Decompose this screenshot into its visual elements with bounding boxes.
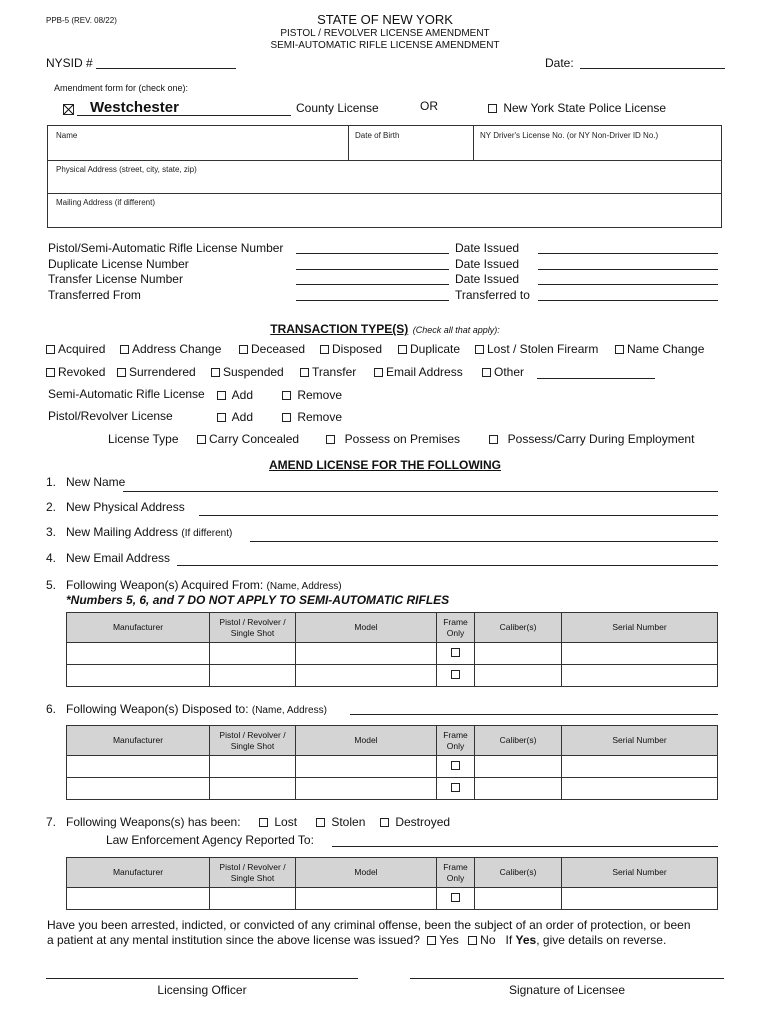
weapons-status-label: Following Weapons(s) has been: [66, 815, 241, 829]
divider [47, 160, 722, 161]
divider [47, 193, 722, 194]
status-destroyed[interactable] [380, 815, 450, 829]
checkbox[interactable] [282, 413, 291, 422]
cell[interactable] [296, 643, 437, 665]
if-label: If [505, 933, 513, 947]
note: (Name, Address) [251, 705, 327, 716]
table-header-row [67, 858, 718, 888]
checkbox[interactable] [316, 818, 325, 827]
state-police-checkbox[interactable] [488, 104, 497, 113]
item-4-num: 4. [46, 551, 57, 565]
frame-only-checkbox[interactable] [451, 670, 460, 679]
checkbox[interactable] [482, 368, 491, 377]
date-issued-field[interactable] [538, 269, 718, 270]
col-type: Pistol / Revolver / Single Shot [210, 726, 296, 756]
frame-only-cell [437, 888, 475, 910]
disposed-weapons-table [66, 725, 718, 800]
checkbox[interactable] [320, 345, 329, 354]
license-type-label: License Type [108, 432, 179, 446]
county-value: Westchester [90, 99, 179, 116]
date-issued-label: Date Issued [455, 272, 520, 286]
label: Lost [274, 815, 298, 829]
option-duplicate[interactable] [398, 342, 460, 356]
checkbox[interactable] [197, 435, 206, 444]
cell[interactable] [562, 888, 718, 910]
applicant-box [47, 125, 722, 228]
lost-weapons-table [66, 857, 718, 910]
option-revoked[interactable] [46, 365, 105, 379]
note: (If different) [181, 528, 233, 539]
option-transfer[interactable] [300, 365, 356, 379]
checkbox[interactable] [300, 368, 309, 377]
option-address-change[interactable] [120, 342, 221, 356]
transferred-to-label: Transferred to [455, 288, 530, 302]
name-field[interactable]: Name [56, 131, 78, 140]
checkbox[interactable] [374, 368, 383, 377]
question-text: a patient at any mental institution since the above license was issued? [47, 933, 420, 947]
checkbox[interactable] [380, 818, 389, 827]
question-line-1: Have you been arrested, indicted, or convicted of any criminal offense, been the subject of an order of protection, or been [47, 918, 691, 932]
county-field-line [77, 115, 291, 116]
cell[interactable] [475, 643, 562, 665]
col-caliber: Caliber(s) [475, 613, 562, 643]
frame-only-cell [437, 756, 475, 778]
col-manufacturer: Manufacturer [67, 858, 210, 888]
checkbox[interactable] [282, 391, 291, 400]
checkbox[interactable] [326, 435, 335, 444]
disposed-to-field[interactable] [350, 714, 718, 715]
duplicate-license-label: Duplicate License Number [48, 257, 189, 271]
acquired-weapons-table [66, 612, 718, 687]
cell[interactable] [562, 665, 718, 687]
label: Following Weapon(s) Acquired From: [66, 578, 264, 592]
frame-only-checkbox[interactable] [451, 761, 460, 770]
semi-auto-remove[interactable] [282, 388, 342, 402]
frame-only-checkbox[interactable] [451, 648, 460, 657]
cell[interactable] [210, 888, 296, 910]
form-id: PPB-5 (REV. 08/22) [46, 16, 117, 25]
label: Possess on Premises [344, 432, 461, 446]
checkbox[interactable] [259, 818, 268, 827]
county-license-label: County License [296, 101, 379, 115]
label: Suspended [223, 365, 284, 379]
label: Other [494, 365, 525, 379]
label: Name Change [627, 342, 705, 356]
cell[interactable] [296, 888, 437, 910]
checkbox[interactable] [117, 368, 126, 377]
other-field[interactable] [537, 378, 655, 379]
option-other[interactable] [482, 365, 524, 379]
option-deceased[interactable] [239, 342, 305, 356]
checkbox[interactable] [217, 391, 226, 400]
new-email-field[interactable] [177, 565, 718, 566]
label: Revoked [58, 365, 106, 379]
item-7-num: 7. [46, 815, 57, 829]
col-serial: Serial Number [562, 613, 718, 643]
new-name-label: New Name [66, 475, 126, 489]
col-manufacturer: Manufacturer [67, 726, 210, 756]
option-lost-stolen[interactable] [475, 342, 598, 356]
col-model: Model [296, 726, 437, 756]
label: Duplicate [410, 342, 461, 356]
label: Lost / Stolen Firearm [487, 342, 599, 356]
cell[interactable] [210, 643, 296, 665]
cell[interactable] [475, 756, 562, 778]
label: Following Weapon(s) Disposed to: [66, 702, 249, 716]
date-issued-field[interactable] [538, 284, 718, 285]
label: Address Change [132, 342, 222, 356]
option-email-address[interactable] [374, 365, 463, 379]
date-issued-label: Date Issued [455, 257, 520, 271]
col-serial: Serial Number [562, 726, 718, 756]
item-2-num: 2. [46, 500, 57, 514]
frame-only-checkbox[interactable] [451, 893, 460, 902]
cell[interactable] [475, 665, 562, 687]
or-label: OR [420, 99, 438, 113]
state-police-option[interactable] [488, 101, 666, 115]
table-row [67, 778, 718, 800]
cell[interactable] [67, 643, 210, 665]
transferred-from-label: Transferred From [48, 288, 141, 302]
col-caliber: Caliber(s) [475, 726, 562, 756]
no-checkbox[interactable] [468, 936, 477, 945]
note: (Name, Address) [266, 581, 342, 592]
table-row [67, 643, 718, 665]
frame-only-checkbox[interactable] [451, 783, 460, 792]
checkbox[interactable] [239, 345, 248, 354]
pistol-remove[interactable] [282, 410, 342, 424]
transferred-from-field[interactable] [296, 300, 449, 301]
amend-section-title: AMEND LICENSE FOR THE FOLLOWING [269, 458, 501, 472]
date-issued-field[interactable] [538, 253, 718, 254]
semi-auto-warning: *Numbers 5, 6, and 7 DO NOT APPLY TO SEMI-AUTOMATIC RIFLES [66, 593, 450, 607]
date-field[interactable] [580, 68, 725, 69]
table-row [67, 756, 718, 778]
pistol-add[interactable] [217, 410, 253, 424]
label: Remove [297, 388, 343, 402]
option-name-change[interactable] [615, 342, 704, 356]
option-disposed[interactable] [320, 342, 382, 356]
table-header-row [67, 726, 718, 756]
state-title: STATE OF NEW YORK [317, 12, 453, 27]
table-row [67, 888, 718, 910]
label: New Mailing Address [66, 525, 179, 539]
col-frame-only: Frame Only [437, 613, 475, 643]
checkbox[interactable] [398, 345, 407, 354]
checkbox[interactable] [475, 345, 484, 354]
table-header-row [67, 613, 718, 643]
transfer-license-label: Transfer License Number [48, 272, 183, 286]
option-surrendered[interactable] [117, 365, 196, 379]
cell[interactable] [562, 756, 718, 778]
new-physical-address-field[interactable] [199, 515, 718, 516]
cell[interactable] [475, 888, 562, 910]
no-label: No [480, 933, 496, 947]
item-3-num: 3. [46, 525, 57, 539]
license-no-field[interactable]: NY Driver's License No. (or NY Non-Driver ID No.) [480, 131, 659, 140]
pistol-license-label: Pistol/Revolver License [48, 409, 173, 423]
status-lost[interactable] [259, 815, 297, 829]
new-mailing-address-field[interactable] [250, 541, 718, 542]
physical-address-field[interactable]: Physical Address (street, city, state, zip) [56, 165, 197, 174]
yes-label: Yes [439, 933, 459, 947]
cell[interactable] [67, 756, 210, 778]
label: Deceased [251, 342, 306, 356]
cell[interactable] [67, 665, 210, 687]
col-type: Pistol / Revolver / Single Shot [210, 613, 296, 643]
date-label: Date: [545, 56, 574, 70]
cell[interactable] [296, 756, 437, 778]
cell[interactable] [475, 778, 562, 800]
license-number-label: Pistol/Semi-Automatic Rifle License Number [48, 241, 284, 255]
county-checkbox[interactable] [63, 104, 74, 115]
col-type: Pistol / Revolver / Single Shot [210, 858, 296, 888]
option-suspended[interactable] [211, 365, 284, 379]
frame-only-cell [437, 643, 475, 665]
frame-only-cell [437, 665, 475, 687]
transaction-title: TRANSACTION TYPE(S) [270, 322, 409, 336]
new-physical-address-label: New Physical Address [66, 500, 185, 514]
label: Carry Concealed [209, 432, 300, 446]
cell[interactable] [296, 665, 437, 687]
divider [473, 125, 474, 160]
cell[interactable] [562, 643, 718, 665]
cell[interactable] [67, 778, 210, 800]
option-acquired[interactable] [46, 342, 105, 356]
semi-auto-add[interactable] [217, 388, 253, 402]
duplicate-license-field[interactable] [296, 269, 449, 270]
form-title-1: PISTOL / REVOLVER LICENSE AMENDMENT [280, 28, 490, 39]
type-carry-concealed[interactable] [197, 432, 299, 446]
new-email-label: New Email Address [66, 551, 171, 565]
label: Email Address [386, 365, 463, 379]
label: Add [231, 388, 254, 402]
cell[interactable] [210, 665, 296, 687]
cell[interactable] [562, 778, 718, 800]
frame-only-cell [437, 778, 475, 800]
cell[interactable] [67, 888, 210, 910]
disposed-to-label [66, 702, 327, 716]
col-serial: Serial Number [562, 858, 718, 888]
item-1-num: 1. [46, 475, 57, 489]
checkbox[interactable] [615, 345, 624, 354]
agency-field[interactable] [332, 846, 718, 847]
col-caliber: Caliber(s) [475, 858, 562, 888]
col-model: Model [296, 613, 437, 643]
transaction-note: (Check all that apply): [412, 325, 500, 335]
transferred-to-field[interactable] [538, 300, 718, 301]
yes-checkbox[interactable] [427, 936, 436, 945]
table-row [67, 665, 718, 687]
checkbox[interactable] [120, 345, 129, 354]
transfer-license-field[interactable] [296, 284, 449, 285]
divider [348, 125, 349, 160]
label: Acquired [58, 342, 106, 356]
item-6-num: 6. [46, 702, 57, 716]
label: Destroyed [395, 815, 451, 829]
if-yes-label: Yes [515, 933, 537, 947]
label: Surrendered [129, 365, 196, 379]
checkbox[interactable] [217, 413, 226, 422]
agency-label: Law Enforcement Agency Reported To: [106, 833, 314, 847]
label: Disposed [332, 342, 383, 356]
label: Possess/Carry During Employment [507, 432, 695, 446]
cell[interactable] [210, 756, 296, 778]
label: Stolen [331, 815, 366, 829]
item-5-num: 5. [46, 578, 57, 592]
date-issued-label: Date Issued [455, 241, 520, 255]
amend-for-label: Amendment form for (check one): [54, 83, 189, 93]
form-title-2: SEMI-AUTOMATIC RIFLE LICENSE AMENDMENT [270, 40, 500, 51]
cell[interactable] [210, 778, 296, 800]
checkbox[interactable] [489, 435, 498, 444]
licensing-officer-label: Licensing Officer [157, 983, 247, 997]
if-rest-label: , give details on reverse. [536, 933, 667, 947]
col-frame-only: Frame Only [437, 858, 475, 888]
mailing-address-field[interactable]: Mailing Address (if different) [56, 198, 156, 207]
label: Add [231, 410, 254, 424]
checkbox[interactable] [211, 368, 220, 377]
col-frame-only: Frame Only [437, 726, 475, 756]
label: Transfer [312, 365, 357, 379]
type-possess-premises[interactable] [326, 432, 460, 446]
licensee-signature-line[interactable] [410, 978, 724, 979]
checkbox[interactable] [46, 368, 55, 377]
officer-signature-line[interactable] [46, 978, 358, 979]
acquired-from-label [66, 578, 342, 592]
new-name-field[interactable] [123, 491, 718, 492]
checkbox[interactable] [46, 345, 55, 354]
new-mailing-address-label [66, 525, 232, 539]
status-stolen[interactable] [316, 815, 365, 829]
col-manufacturer: Manufacturer [67, 613, 210, 643]
licensee-signature-label: Signature of Licensee [508, 983, 626, 997]
license-number-field[interactable] [296, 253, 449, 254]
col-model: Model [296, 858, 437, 888]
question-line-2 [47, 933, 666, 947]
transaction-heading [0, 320, 770, 338]
label: Remove [297, 410, 343, 424]
dob-field[interactable]: Date of Birth [355, 131, 400, 140]
semi-auto-label: Semi-Automatic Rifle License [48, 387, 205, 401]
cell[interactable] [296, 778, 437, 800]
nysid-label: NYSID # [46, 56, 93, 70]
nysid-field[interactable] [96, 68, 236, 69]
type-possess-carry-employment[interactable] [489, 432, 694, 446]
state-police-label: New York State Police License [503, 101, 667, 115]
